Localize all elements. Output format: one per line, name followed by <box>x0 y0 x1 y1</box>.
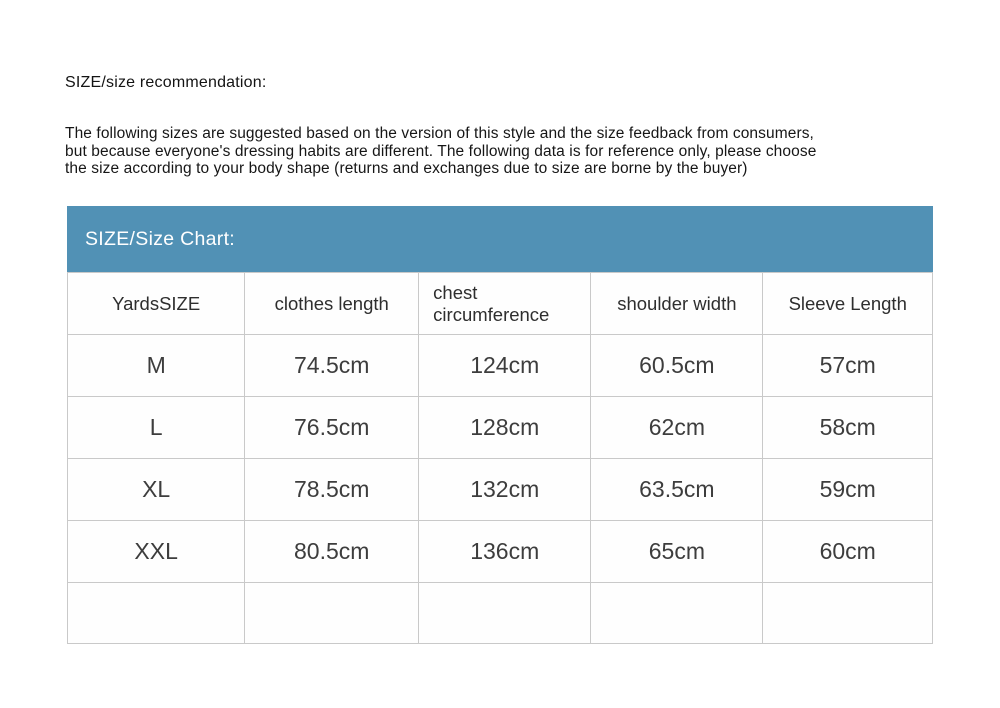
size-note-line: The following sizes are suggested based on the version of this style and the size feedback from consumers, <box>65 125 814 142</box>
size-cell: 59cm <box>763 459 933 521</box>
size-cell: L <box>68 397 245 459</box>
size-cell: 136cm <box>419 521 591 583</box>
table-row <box>68 397 933 459</box>
size-cell: 132cm <box>419 459 591 521</box>
page-title: SIZE/size recommendation: <box>65 74 267 91</box>
size-cell: 63.5cm <box>591 459 763 521</box>
size-chart-title: SIZE/Size Chart: <box>85 227 236 250</box>
size-cell <box>68 583 245 644</box>
size-note <box>65 125 945 178</box>
size-cell: XL <box>68 459 245 521</box>
size-chart-section <box>67 206 933 644</box>
column-header-chest-circumference: chest circumference <box>419 273 591 335</box>
size-cell: M <box>68 335 245 397</box>
table-row-empty <box>68 583 933 644</box>
column-header-sleeve-length: Sleeve Length <box>763 273 933 335</box>
size-cell <box>763 583 933 644</box>
size-cell <box>245 583 419 644</box>
column-header-shoulder-width: shoulder width <box>591 273 763 335</box>
size-cell: XXL <box>68 521 245 583</box>
size-cell: 78.5cm <box>245 459 419 521</box>
table-row <box>68 335 933 397</box>
column-header-size: YardsSIZE <box>68 273 245 335</box>
size-cell: 60.5cm <box>591 335 763 397</box>
size-cell: 62cm <box>591 397 763 459</box>
size-cell: 80.5cm <box>245 521 419 583</box>
column-header-clothes-length: clothes length <box>245 273 419 335</box>
size-cell: 128cm <box>419 397 591 459</box>
table-header-row <box>68 273 933 335</box>
size-cell: 124cm <box>419 335 591 397</box>
size-cell <box>591 583 763 644</box>
table-row <box>68 521 933 583</box>
size-cell: 57cm <box>763 335 933 397</box>
size-cell: 60cm <box>763 521 933 583</box>
size-note-line: the size according to your body shape (returns and exchanges due to size are borne by the buyer) <box>65 160 748 177</box>
size-table <box>67 272 933 644</box>
size-cell: 58cm <box>763 397 933 459</box>
size-cell <box>419 583 591 644</box>
size-chart-title-bar <box>67 206 933 272</box>
size-cell: 76.5cm <box>245 397 419 459</box>
size-cell: 65cm <box>591 521 763 583</box>
size-cell: 74.5cm <box>245 335 419 397</box>
size-note-line: but because everyone's dressing habits are different. The following data is for reference only, please choose <box>65 142 817 160</box>
table-row <box>68 459 933 521</box>
